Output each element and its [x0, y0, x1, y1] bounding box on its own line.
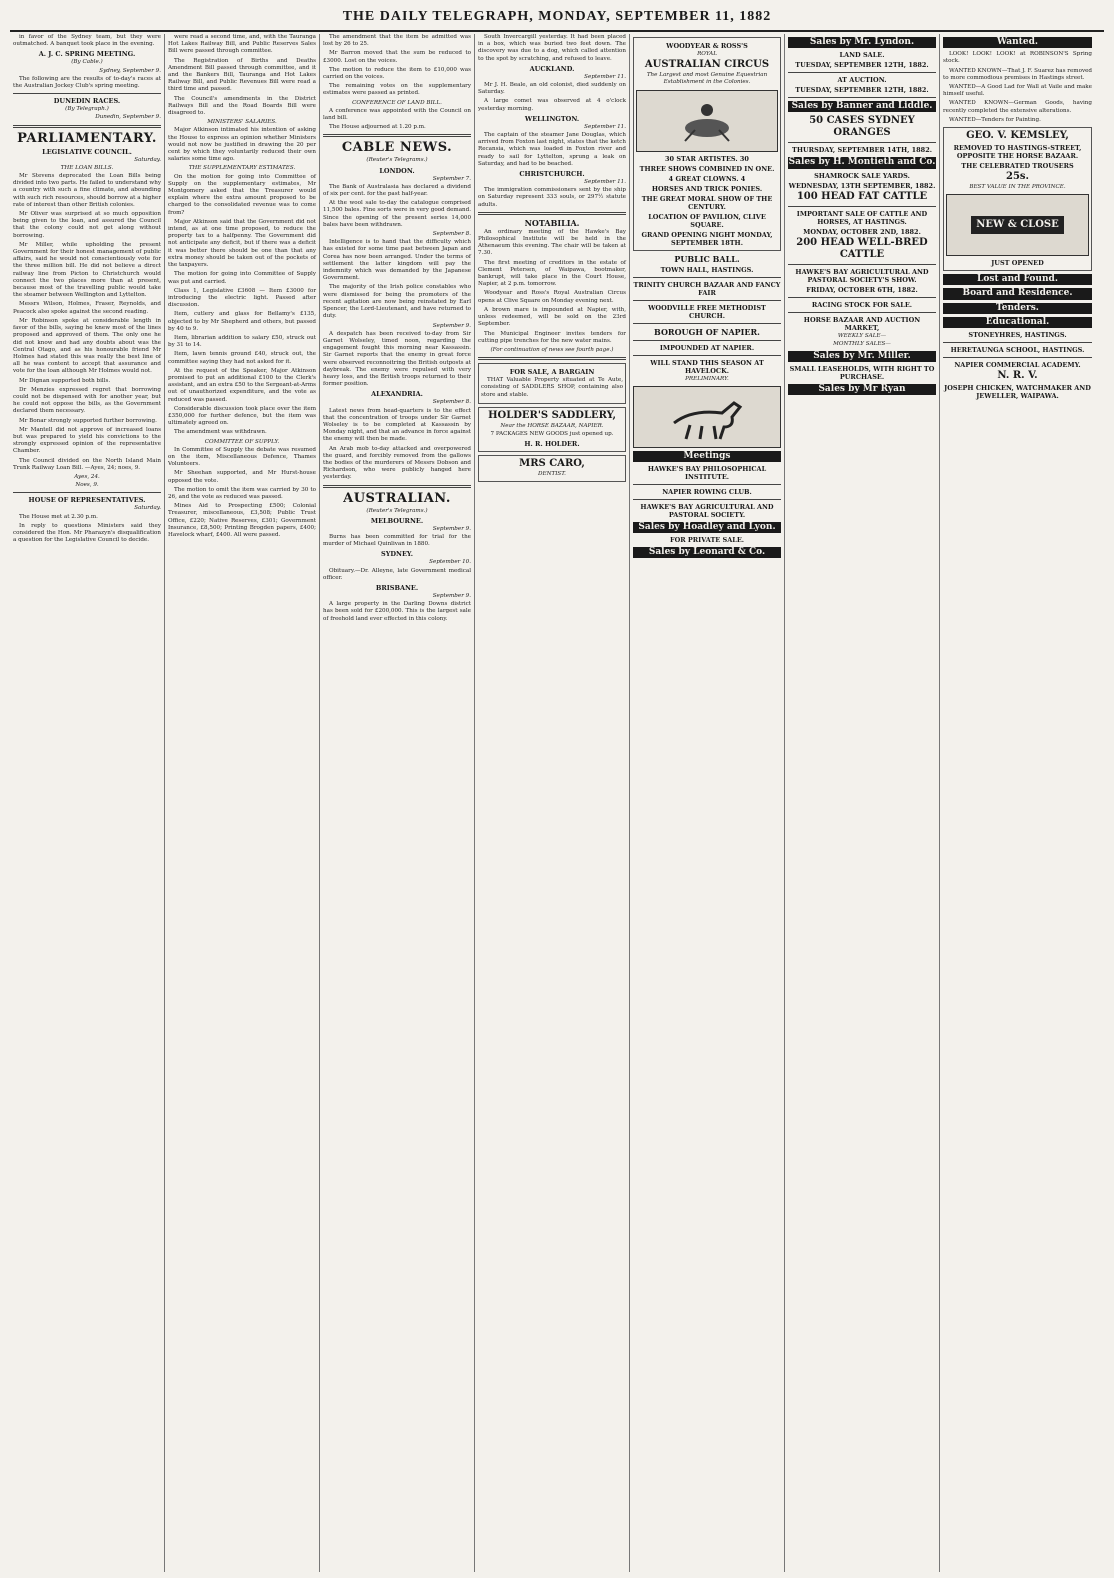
bazaar-heading: HORSE BAZAAR AND AUCTION MARKET, — [803, 315, 921, 332]
date-heading: TUESDAY, SEPTEMBER 12TH, 1882. — [795, 61, 929, 70]
paragraph: Mr Barron moved that the sum be reduced to £3000. Lost on the voices. — [323, 50, 471, 64]
divider — [323, 485, 471, 488]
newclose-block — [946, 194, 1089, 256]
paragraph: Mr Mantell did not approve of increased loans but was prepared to yield his convictions to the strongly expressed opinion of the representative Chamber. — [13, 426, 161, 455]
paragraph: Woodyear and Ross's Royal Australian Circus opens at Clive Square on Monday evening next. — [478, 290, 626, 304]
circus-illustration — [636, 90, 778, 152]
horse-icon — [662, 393, 752, 441]
date-line: September 9. — [432, 592, 471, 599]
conference-heading: CONFERENCE OF LAND BILL. — [352, 99, 442, 106]
divider — [633, 323, 781, 324]
horse-illustration — [633, 386, 781, 448]
paragraph: The captain of the steamer Jane Douglas, which arrived from Foxton last night, states that the ketch Recansia, which was loaded in Foxton river and ready to sail for Lyttelton, sprung a leak on Saturday, and had to be beached. — [478, 132, 626, 167]
paragraph: Mines Aid to Prospecting £500; Colonial Treasurer, miscellaneous, £3,508; Public Trust Office, £220; Native Reserves, £301; Government Insurance, £8,500; Printing Brogden papers, £400; Havelock wharf, £400. All were passed. — [168, 503, 316, 538]
paragraph: Considerable discussion took place over the item £350,000 for further defence, but the item was ultimately agreed on. — [168, 405, 316, 427]
date-line: September 11. — [584, 123, 626, 130]
column-5 — [630, 34, 785, 1572]
divider — [633, 484, 781, 485]
woodville-heading: WOODVILLE FREE METHODIST CHURCH. — [648, 303, 766, 320]
just-opened: JUST OPENED — [991, 259, 1044, 268]
circus-title: AUSTRALIAN CIRCUS — [644, 59, 770, 71]
melbourne-heading: MELBOURNE. — [370, 516, 424, 525]
date-line: September 9. — [432, 322, 471, 329]
paragraph: The House met at 2.30 p.m. — [19, 513, 98, 520]
paragraph: The House adjourned at 1.20 p.m. — [329, 124, 426, 131]
date-line: September 11. — [584, 73, 626, 80]
ball-heading: PUBLIC BALL. — [674, 253, 740, 264]
academy-heading: NAPIER COMMERCIAL ACADEMY. — [954, 361, 1081, 370]
divider — [788, 206, 936, 207]
date-line: September 9. — [432, 525, 471, 532]
paragraph: Item, librarian addition to salary £50, struck out by 31 to 14. — [168, 334, 316, 349]
kemsley-trousers: THE CELEBRATED TROUSERS — [961, 162, 1074, 171]
date-line: September 8. — [432, 231, 471, 238]
borough-heading: BOROUGH OF NAPIER. — [654, 326, 760, 337]
paragraph: The remaining votes on the supplementary estimates were passed as printed. — [323, 83, 471, 97]
divider — [633, 340, 781, 341]
columns — [10, 34, 1104, 1572]
ayes-heading: Ayes, 24. — [74, 473, 100, 480]
auckland-heading: AUCKLAND. — [529, 64, 575, 73]
kemsley-name: GEO. V. KEMSLEY, — [966, 130, 1069, 142]
paragraph: In reply to questions Ministers said they considered the Hon. Mr Pharazyn's disqualification a question for the Legislative Council to decide. — [13, 522, 161, 544]
impounded-heading: IMPOUNDED AT NAPIER. — [659, 343, 755, 352]
paragraph: Mr Robinson spoke at considerable length in favor of the bills, saying he knew most of the lines proposed and approved of them. The only one he did not know and had any doubts about was the Central Otago, and as his honourable friend Mr Holmes had stated this was really the best line of all he was content to accept that assurance and vote for the loan although Mr Holmes would not. — [13, 317, 161, 375]
hoadley-banner: Sales by Hoadley and Lyon. — [633, 522, 781, 533]
divider — [13, 93, 161, 94]
paragraph: Mr Sheehan supported, and Mr Hurst-house opposed the vote. — [168, 470, 316, 484]
banner-liddle-banner: Sales by Banner and Liddle. — [788, 101, 936, 112]
paragraph: A despatch has been received to-day from Sir Garnet Wolseley, timed noon, regarding the engagement fought this morning near Kassassin. Sir Garnet reports that the enemy in great force were observed reconnoitring the British outposts at daybreak. The enemy were repulsed with very heavy loss, and the British troops returned to their former position. — [323, 330, 471, 388]
paragraph: The motion to omit the item was carried by 30 to 26, and the vote as reduced was passed. — [168, 486, 316, 500]
meetings-banner: Meetings — [633, 451, 781, 462]
miller-banner: Sales by Mr. Miller. — [788, 351, 936, 362]
land-heading: LAND SALE. — [839, 51, 885, 60]
noes-heading: Noes, 9. — [75, 482, 99, 489]
chicken-heading: JOSEPH CHICKEN, WATCHMAKER AND JEWELLER, WAIPAWA. — [944, 384, 1091, 401]
paragraph: Item, lawn tennis ground £40, struck out, the committee saying they had not asked for it. — [168, 351, 316, 365]
paragraph: A large property in the Darling Downs district has been sold for £200,000. This is the largest sale of freehold land ever effected in this colony. — [323, 601, 471, 622]
australian-heading: AUSTRALIAN. — [343, 490, 451, 506]
circus-royal: ROYAL — [697, 51, 717, 57]
kemsley-best: BEST VALUE IN THE PROVINCE. — [969, 184, 1066, 191]
paragraph: A conference was appointed with the Council on land bill. — [323, 107, 471, 122]
wanted-item: WANTED KNOWN—German Goods, having recently completed the extensive alterations. — [943, 100, 1092, 114]
date-heading: MONDAY, OCTOBER 2ND, 1882. — [803, 227, 921, 236]
paragraph: At the wool sale to-day the catalogue comprised 11,500 bales. Fine sorts were in very good demand. Since the opening of the present series 14,000 bales have been withdrawn. — [323, 200, 471, 228]
cattle-heading: 200 HEAD WELL-BRED CATTLE — [796, 236, 928, 260]
paragraph: The Registration of Births and Deaths Amendment Bill passed through committee, and it and the Bankers Bill, Tauranga and Hot Lakes Railway Bill, and Public Revenues Bill were read a third time and passed. — [168, 57, 316, 93]
saddlery-ad — [478, 407, 626, 452]
wanted-item: WANTED—A Good Lad for Wall at Vaile and make himself useful. — [943, 84, 1092, 98]
bargain-ad — [478, 363, 626, 404]
hall-heading: TOWN HALL, HASTINGS. — [660, 265, 754, 274]
masthead-title: THE DAILY TELEGRAPH, MONDAY, SEPTEMBER 11, 1882 — [342, 9, 772, 24]
oranges-heading: 50 CASES SYDNEY ORANGES — [809, 115, 915, 139]
stoney-heading: STONEYHRES, HASTINGS. — [968, 331, 1067, 340]
paragraph: The motion for going into Committee of Supply was put and carried. — [168, 271, 316, 285]
weekly-heading: WEEKLY SALE— — [837, 332, 887, 339]
intro-text: in favor of the Sydney team, but they were outmatched. A banquet took place in the evening. — [13, 34, 161, 48]
lyndon-banner: Sales by Mr. Lyndon. — [788, 37, 936, 48]
racing-heading: RACING STOCK FOR SALE. — [811, 300, 913, 309]
cattle-heading: 100 HEAD FAT CATTLE — [796, 190, 928, 202]
alexandria-heading: ALEXANDRIA. — [371, 390, 423, 399]
sydney-heading: SYDNEY. — [381, 550, 413, 559]
ad-body: 7 PACKAGES NEW GOODS just opened up. — [490, 430, 614, 437]
paragraph: A brown mare is impounded at Napier, with, unless redeemed, will be sold on the 23rd September. — [478, 306, 626, 328]
paragraph: Dr Menzies expressed regret that borrowing could not be dispensed with for another year, but he could not oppose the bills, as the Government declared them necessary. — [13, 386, 161, 415]
divider — [788, 142, 936, 143]
paragraph: The first meeting of creditors in the estate of Clement Petersen, of Waipawa, bootmaker, bankrupt, will take place in the Court House, Napier, at 2 p.m. tomorrow. — [478, 259, 626, 288]
australian-sub: (Reuter's Telegrams.) — [366, 507, 428, 514]
paragraph: The Council's amendments in the District Railways Bill and the Road Boards Bill were disagreed to. — [168, 95, 316, 117]
column-3 — [320, 34, 475, 1572]
ryan-banner: Sales by Mr Ryan — [788, 384, 936, 395]
kemsley-removed: REMOVED TO HASTINGS-STREET, OPPOSITE THE HORSE BAZAAR. — [953, 144, 1082, 161]
divider — [478, 212, 626, 215]
paragraph: South Invercargill yesterday. It had been placed in a box, which was buried two feet down. The discovery was due to a dog, which called attention to the spot by scratching, and refused to leave. — [478, 34, 626, 62]
prelim-heading: PRELIMINARY. — [685, 375, 729, 382]
continuation-note: (For continuation of news see fourth page.) — [490, 346, 614, 353]
divider — [788, 297, 936, 298]
spring-heading: A. J. C. SPRING MEETING. — [38, 50, 136, 59]
paragraph: The majority of the Irish police constables who were dismissed for being the promoters of the recent agitation are now being reinstated by Earl Spencer, the Lord-Lieutenant, and have returned to duty. — [323, 284, 471, 320]
circus-top: WOODYEAR & ROSS'S — [666, 42, 748, 50]
date-line: September 8. — [432, 399, 471, 406]
paragraph: In Committee of Supply the debate was resumed on the item, Miscellaneous Defence, Thames Volunteers. — [168, 446, 316, 468]
divider — [788, 72, 936, 73]
ad-body: THAT Valuable Property situated at Te Aute, consisting of SADDLERS SHOP, containing also store and stable. — [481, 377, 623, 398]
paragraph: A large comet was observed at 4 o'clock yesterday morning. — [478, 98, 626, 112]
dunedin-date: Dunedin, September 9. — [95, 114, 161, 121]
paragraph: An ordinary meeting of the Hawke's Bay Philosophical Institute will be held in the Athenaeum this evening. The chair will be taken at 7.30. — [478, 228, 626, 257]
spring-sub: (By Cable.) — [71, 59, 103, 66]
shamrock-heading: SHAMROCK SALE YARDS. — [814, 171, 910, 180]
paragraph: Item, cutlery and glass for Bellamy's £135, objected to by Mr Shepherd and others, but passed by 40 to 9. — [168, 311, 316, 332]
paragraph: Major Atkinson said that the Government did not intend, as at one time proposed, to reduce the property tax to a halfpenny. The Government did not anticipate any deficit, but if there was a deficit it was better there should be one than that any extra money should be taken out of the pockets of the taxpayers. — [168, 218, 316, 269]
stand-heading: WILL STAND THIS SEASON AT HAVELOCK. — [650, 358, 764, 375]
paragraph: Mr Dignan supported both bills. — [19, 377, 111, 384]
dunedin-heading: DUNEDIN RACES. — [53, 97, 121, 106]
paragraph: Mr J. H. Beale, an old colonist, died suddenly on Saturday. — [478, 82, 626, 96]
leaseholds-heading: SMALL LEASEHOLDS, WITH RIGHT TO PURCHASE. — [789, 365, 935, 382]
cable-sub: (Reuter's Telegrams.) — [366, 157, 428, 164]
paragraph: The Bank of Australasia has declared a dividend of six per cent. for the past half-year. — [323, 183, 471, 198]
paragraph: were read a second time, and, with the Tauranga Hot Lakes Railway Bill, and Public Reserves Sales Bill were passed through committee. — [168, 34, 316, 55]
lc-heading: LEGISLATIVE COUNCIL. — [42, 147, 132, 156]
paragraph: Mr Oliver was surprised at so much opposition being given to the loan, and assured the Council that the colony could not get along without borrowing. — [13, 211, 161, 239]
paragraph: An Arab mob to-day attacked and overpowered the guard, and forcibly removed from the gallows the bodies of the murderers of Messrs Dobson and Richardson, who were publicly hanged here yesterday. — [323, 445, 471, 481]
divider — [633, 499, 781, 500]
circus-moral: THE GREAT MORAL SHOW OF THE CENTURY. — [641, 194, 773, 211]
divider — [633, 300, 781, 301]
ad-name: H. R. HOLDER. — [524, 440, 580, 449]
hereta-heading: HERETAUNGA SCHOOL, HASTINGS. — [950, 346, 1085, 355]
paragraph: Intelligence is to hand that the difficulty which has existed for some time past between Japan and Corea has now been arranged. Under the terms of settlement the latter kingdom will pay the indemnity which was demanded by the Japanese Government. — [323, 239, 471, 282]
tenders-banner: Tenders. — [943, 303, 1092, 314]
leonard-banner: Sales by Leonard & Co. — [633, 547, 781, 558]
brisbane-heading: BRISBANE. — [375, 583, 419, 592]
date-heading: FRIDAY, OCTOBER 6TH, 1882. — [806, 285, 918, 294]
london-heading: LONDON. — [379, 166, 415, 175]
cable-heading: CABLE NEWS. — [341, 140, 453, 156]
dentist-ad — [478, 455, 626, 482]
paragraph: Mr Stevens deprecated the Loan Bills being divided into two parts. He failed to understand why a country with such a fine climate, and abounding with such rich resources, should borrow at a higher rate of interest than other British colonies. — [13, 173, 161, 208]
wellington-heading: WELLINGTON. — [524, 114, 580, 123]
column-6 — [785, 34, 940, 1572]
masthead — [10, 4, 1104, 32]
trinity-heading: TRINITY CHURCH BAZAAR AND FANCY FAIR — [633, 280, 781, 297]
notabilia-heading: NOTABILIA. — [524, 217, 580, 228]
rowing-heading: NAPIER ROWING CLUB. — [662, 488, 752, 497]
wanted-item: WANTED—Tenders for Painting. — [949, 116, 1041, 123]
private-heading: FOR PRIVATE SALE. — [669, 536, 745, 545]
nrv-heading: N. R. V. — [997, 370, 1038, 382]
rider-icon — [667, 96, 747, 146]
montieth-banner: Sales by H. Montieth and Co. — [788, 157, 936, 168]
paragraph: Mr Miller, while upholding the present Government for their honest management of public affairs, said he would not conscientiously vote for the three million bill. He did not believe a direct railway line from Picton to Christchurch would connect the two places more than at present, because most of the travelling public would take the steamer between Wellington and Lyttelton. — [13, 241, 161, 299]
divider — [633, 355, 781, 356]
paragraph: Burns has been committed for trial for the murder of Michael Quinlivan in 1880. — [323, 533, 471, 548]
paragraph: Messrs Wilson, Holmes, Fraser, Reynolds, and Peacock also spoke against the second reading. — [13, 301, 161, 315]
supplementary-heading: THE SUPPLEMENTARY ESTIMATES. — [188, 165, 296, 172]
wanted-banner: Wanted. — [943, 37, 1092, 48]
ad-title: MRS CARO, — [519, 458, 585, 470]
paragraph: The motion to reduce the item to £10,000 was carried on the voices. — [323, 66, 471, 81]
column-1 — [10, 34, 165, 1572]
hor-sub: Saturday. — [134, 505, 161, 512]
divider — [13, 125, 161, 128]
divider — [13, 492, 161, 493]
date-line: September 7. — [432, 175, 471, 182]
newclose-label: NEW & CLOSE — [971, 216, 1064, 234]
divider — [323, 134, 471, 137]
paragraph: The amendment was withdrawn. — [174, 429, 267, 436]
paragraph: Mr Bonar strongly supported further borrowing. — [19, 417, 157, 424]
divider — [788, 97, 936, 98]
wanted-item: LOOK! LOOK! LOOK! at ROBINSON'S Spring stock. — [943, 51, 1092, 65]
divider — [633, 277, 781, 278]
date-heading: WEDNESDAY, 13TH SEPTEMBER, 1882. — [788, 181, 936, 190]
ad-sub: Near the HORSE BAZAAR, NAPIER. — [500, 422, 604, 429]
column-2 — [165, 34, 320, 1572]
ad-sub: DENTIST. — [538, 471, 566, 478]
date-heading: THURSDAY, SEPTEMBER 14TH, 1882. — [792, 146, 932, 155]
paragraph: On the motion for going into Committee of Supply on the supplementary estimates, Mr Montgomery asked that the Treasurer would explain where the extra amount proposed to be charged to the consolidated revenue was to come from? — [168, 173, 316, 216]
circus-horses: HORSES AND TRICK PONIES. — [651, 184, 763, 193]
divider — [788, 264, 936, 265]
ad-title: HOLDER'S SADDLERY, — [488, 409, 616, 421]
lost-banner: Lost and Found. — [943, 274, 1092, 285]
paragraph: The Municipal Engineer invites tenders for cutting pipe trenches for the new water mains. — [478, 330, 626, 344]
educational-banner: Educational. — [943, 317, 1092, 328]
circus-three: THREE SHOWS COMBINED IN ONE. — [639, 164, 775, 173]
paragraph: Latest news from head-quarters is to the effect that the concentration of troops under Sir Garnet Wolseley is to be completed at Kassassin by Monday night, and that an advance in force against the enemy will then be made. — [323, 407, 471, 443]
dunedin-sub: (By Telegraph.) — [65, 106, 109, 113]
ad-title: FOR SALE, A BARGAIN — [509, 368, 595, 377]
date-heading: TUESDAY, SEPTEMBER 12TH, 1882. — [795, 86, 929, 95]
wanted-item: WANTED KNOWN—That J. F. Suarez has removed to more commodious premises in Hastings street. — [943, 67, 1092, 81]
divider — [478, 357, 626, 360]
salaries-heading: MINISTERS' SALARIES. — [207, 119, 277, 126]
circus-sub: The Largest and most Genuine Equestrian Establishment in the Colonies. — [646, 72, 768, 86]
paragraph: Class 1, Legislative £3608 — Item £3000 for introducing the electric light. Passed after discussion. — [168, 287, 316, 309]
hor-heading: HOUSE OF REPRESENTATIVES. — [28, 496, 146, 505]
divider — [788, 312, 936, 313]
column-4 — [475, 34, 630, 1572]
loan-heading: THE LOAN BILLS. — [60, 164, 114, 171]
parliamentary-heading: PARLIAMENTARY. — [17, 130, 157, 146]
circus-ad — [633, 37, 781, 251]
philo-heading: HAWKE'S BAY PHILOSOPHICAL INSTITUTE. — [647, 465, 767, 482]
kemsley-price: 25s. — [1005, 171, 1030, 183]
paragraph: The immigration commissioners sent by the ship on Saturday represent 333 souls, or 297½ statute adults. — [478, 187, 626, 208]
circus-clowns: 4 GREAT CLOWNS. 4 — [668, 174, 746, 183]
date-line: September 10. — [429, 559, 471, 566]
date-line: September 11. — [584, 179, 626, 186]
divider — [943, 342, 1092, 343]
paragraph: Obituary.—Dr. Alleyne, late Government medical officer. — [323, 567, 471, 581]
kemsley-ad — [943, 127, 1092, 271]
divider — [943, 357, 1092, 358]
column-7 — [940, 34, 1095, 1572]
circus-opening: GRAND OPENING NIGHT MONDAY, SEPTEMBER 18TH. — [641, 230, 773, 247]
agpast-heading: HAWKE'S BAY AGRICULTURAL AND PASTORAL SOCIETY'S SHOW. — [795, 267, 929, 284]
board-banner: Board and Residence. — [943, 288, 1092, 299]
paragraph: Major Atkinson intimated his intention of asking the House to express an opinion whether Ministers would not now be justified in drawing the 20 per cent by which they voluntarily reduced their own salaries some time ago. — [168, 127, 316, 163]
agri-heading: HAWKE'S BAY AGRICULTURAL AND PASTORAL SOCIETY. — [640, 503, 774, 520]
paragraph: The Council divided on the North Island Main Trunk Railway Loan Bill. —Ayes, 24; noes, 9. — [13, 457, 161, 471]
christchurch-heading: CHRISTCHURCH. — [519, 170, 585, 179]
circus-location: LOCATION OF PAVILION, CLIVE SQUARE. — [648, 212, 766, 229]
lc-sub: Saturday. — [134, 156, 161, 163]
spring-date: Sydney, September 9. — [99, 67, 161, 74]
committee-heading: COMMITTEE OF SUPPLY. — [204, 438, 280, 445]
circus-artists: 30 STAR ARTISTES. 30 — [665, 154, 749, 163]
important-heading: IMPORTANT SALE OF CATTLE AND HORSES, AT HASTINGS. — [796, 209, 928, 226]
monthly-heading: MONTHLY SALES— — [833, 340, 891, 347]
paragraph: The amendment that the item be admitted was lost by 26 to 25. — [323, 34, 471, 48]
auction-heading: AT AUCTION. — [837, 76, 887, 85]
paragraph: At the request of the Speaker, Major Atkinson promised to put an additional £100 to the Clerk's assistant, and an extra £50 to the Sergeant-at-Arms out of unauthorized expenditure, and the vote as reduced was passed. — [168, 367, 316, 403]
spring-text: The following are the results of to-day's races at the Australian Jockey Club's spring meeting. — [13, 75, 161, 90]
